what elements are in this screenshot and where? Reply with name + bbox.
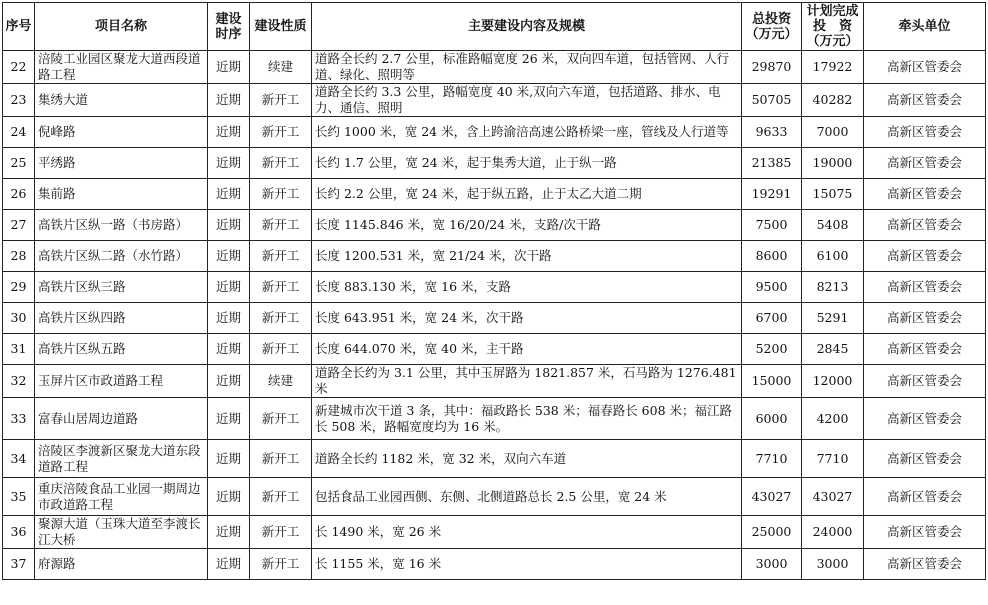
- table-row: [3, 148, 986, 179]
- header-total: [742, 3, 802, 51]
- cell-seq: 35: [3, 478, 35, 516]
- cell-unit: 高新区管委会: [864, 516, 986, 549]
- cell-total: 25000: [742, 516, 802, 549]
- table-row: [3, 334, 986, 365]
- cell-period: 近期: [208, 365, 250, 398]
- cell-nature: 新开工: [250, 440, 312, 478]
- cell-total: 8600: [742, 241, 802, 272]
- header-seq: 序号: [3, 3, 35, 51]
- cell-period: 近期: [208, 516, 250, 549]
- cell-content: 新建城市次干道 3 条，其中：福政路长 538 米；福春路长 608 米；福江路长 508 米，路幅宽度均为 16 米。: [312, 398, 742, 440]
- cell-seq: 22: [3, 51, 35, 84]
- header-period-line1: 建设: [215, 11, 242, 27]
- table-row: [3, 179, 986, 210]
- cell-content: 长约 2.2 公里，宽 24 米，起于纵五路，止于太乙大道二期: [312, 179, 742, 210]
- cell-unit: 高新区管委会: [864, 334, 986, 365]
- cell-total: 5200: [742, 334, 802, 365]
- cell-content: 长 1155 米，宽 16 米: [312, 549, 742, 580]
- cell-total: 43027: [742, 478, 802, 516]
- cell-plan: 19000: [802, 148, 864, 179]
- cell-period: 近期: [208, 440, 250, 478]
- cell-name: 府源路: [35, 549, 208, 580]
- cell-total: 3000: [742, 549, 802, 580]
- cell-plan: 12000: [802, 365, 864, 398]
- cell-name: 高铁片区纵二路（水竹路）: [35, 241, 208, 272]
- cell-seq: 29: [3, 272, 35, 303]
- cell-seq: 36: [3, 516, 35, 549]
- table-row: [3, 117, 986, 148]
- header-nature: 建设性质: [250, 3, 312, 51]
- cell-name: 倪峰路: [35, 117, 208, 148]
- header-plan: [802, 3, 864, 51]
- cell-seq: 37: [3, 549, 35, 580]
- cell-name: 平绣路: [35, 148, 208, 179]
- cell-plan: 5408: [802, 210, 864, 241]
- header-unit: 牵头单位: [864, 3, 986, 51]
- cell-plan: 8213: [802, 272, 864, 303]
- cell-name: 聚源大道（玉珠大道至李渡长江大桥: [35, 516, 208, 549]
- cell-seq: 32: [3, 365, 35, 398]
- header-period-line2: 时序: [215, 26, 242, 42]
- header-content: 主要建设内容及规模: [312, 3, 742, 51]
- cell-content: 长度 644.070 米，宽 40 米，主干路: [312, 334, 742, 365]
- cell-content: 长度 643.951 米，宽 24 米，次干路: [312, 303, 742, 334]
- cell-period: 近期: [208, 272, 250, 303]
- cell-seq: 34: [3, 440, 35, 478]
- table-row: [3, 51, 986, 84]
- cell-nature: 续建: [250, 365, 312, 398]
- table-row: [3, 272, 986, 303]
- cell-unit: 高新区管委会: [864, 365, 986, 398]
- cell-total: 29870: [742, 51, 802, 84]
- cell-seq: 30: [3, 303, 35, 334]
- cell-period: 近期: [208, 117, 250, 148]
- cell-period: 近期: [208, 398, 250, 440]
- cell-content: 道路全长约 1182 米，宽 32 米，双向六车道: [312, 440, 742, 478]
- cell-name: 富春山居周边道路: [35, 398, 208, 440]
- cell-unit: 高新区管委会: [864, 303, 986, 334]
- cell-content: 长度 1200.531 米，宽 21/24 米，次干路: [312, 241, 742, 272]
- cell-total: 19291: [742, 179, 802, 210]
- cell-content: 长约 1.7 公里，宽 24 米，起于集秀大道，止于纵一路: [312, 148, 742, 179]
- cell-name: 玉屏片区市政道路工程: [35, 365, 208, 398]
- cell-period: 近期: [208, 478, 250, 516]
- cell-plan: 3000: [802, 549, 864, 580]
- cell-total: 15000: [742, 365, 802, 398]
- cell-nature: 新开工: [250, 210, 312, 241]
- cell-content: 长度 1145.846 米，宽 16/20/24 米，支路/次干路: [312, 210, 742, 241]
- cell-name: 集前路: [35, 179, 208, 210]
- header-plan-line2: 投 资: [812, 19, 852, 34]
- cell-name: 高铁片区纵五路: [35, 334, 208, 365]
- cell-unit: 高新区管委会: [864, 179, 986, 210]
- cell-name: 涪陵工业园区聚龙大道西段道路工程: [35, 51, 208, 84]
- cell-plan: 2845: [802, 334, 864, 365]
- cell-name: 涪陵区李渡新区聚龙大道东段道路工程: [35, 440, 208, 478]
- cell-plan: 40282: [802, 84, 864, 117]
- table-row: [3, 549, 986, 580]
- cell-nature: 新开工: [250, 241, 312, 272]
- cell-period: 近期: [208, 210, 250, 241]
- cell-content: 长约 1000 米，宽 24 米，含上跨渝涪高速公路桥梁一座，管线及人行道等: [312, 117, 742, 148]
- cell-unit: 高新区管委会: [864, 210, 986, 241]
- cell-total: 9500: [742, 272, 802, 303]
- table-row: [3, 84, 986, 117]
- cell-seq: 28: [3, 241, 35, 272]
- cell-name: 高铁片区纵一路（书房路）: [35, 210, 208, 241]
- cell-nature: 新开工: [250, 179, 312, 210]
- cell-seq: 33: [3, 398, 35, 440]
- table-row: [3, 516, 986, 549]
- cell-plan: 17922: [802, 51, 864, 84]
- cell-nature: 新开工: [250, 334, 312, 365]
- table-row: [3, 210, 986, 241]
- cell-nature: 新开工: [250, 303, 312, 334]
- cell-seq: 25: [3, 148, 35, 179]
- table-row: [3, 398, 986, 440]
- table-row: [3, 241, 986, 272]
- cell-period: 近期: [208, 334, 250, 365]
- cell-unit: 高新区管委会: [864, 84, 986, 117]
- cell-period: 近期: [208, 179, 250, 210]
- cell-nature: 新开工: [250, 117, 312, 148]
- cell-unit: 高新区管委会: [864, 440, 986, 478]
- cell-seq: 24: [3, 117, 35, 148]
- cell-period: 近期: [208, 148, 250, 179]
- cell-content: 道路全长约为 3.1 公里，其中玉屏路为 1821.857 米，石马路为 1276.481 米: [312, 365, 742, 398]
- table-header-row: [3, 3, 986, 51]
- cell-total: 7500: [742, 210, 802, 241]
- cell-unit: 高新区管委会: [864, 241, 986, 272]
- cell-period: 近期: [208, 84, 250, 117]
- table-body: [3, 51, 986, 580]
- cell-total: 50705: [742, 84, 802, 117]
- table-row: [3, 440, 986, 478]
- table-row: [3, 478, 986, 516]
- cell-unit: 高新区管委会: [864, 272, 986, 303]
- cell-content: 包括食品工业园西侧、东侧、北侧道路总长 2.5 公里，宽 24 米: [312, 478, 742, 516]
- cell-plan: 6100: [802, 241, 864, 272]
- cell-content: 道路全长约 2.7 公里，标准路幅宽度 26 米，双向四车道，包括管网、人行道、绿化、照明等: [312, 51, 742, 84]
- cell-period: 近期: [208, 549, 250, 580]
- header-plan-line3: （万元）: [806, 34, 859, 49]
- cell-unit: 高新区管委会: [864, 117, 986, 148]
- cell-unit: 高新区管委会: [864, 549, 986, 580]
- cell-nature: 新开工: [250, 478, 312, 516]
- header-period: [208, 3, 250, 51]
- cell-nature: 新开工: [250, 516, 312, 549]
- cell-seq: 31: [3, 334, 35, 365]
- cell-name: 高铁片区纵四路: [35, 303, 208, 334]
- cell-period: 近期: [208, 303, 250, 334]
- cell-nature: 续建: [250, 51, 312, 84]
- table-row: [3, 303, 986, 334]
- cell-plan: 4200: [802, 398, 864, 440]
- cell-unit: 高新区管委会: [864, 478, 986, 516]
- cell-seq: 23: [3, 84, 35, 117]
- cell-nature: 新开工: [250, 148, 312, 179]
- header-total-line1: 总投资: [751, 11, 791, 27]
- cell-total: 6000: [742, 398, 802, 440]
- cell-name: 重庆涪陵食品工业园一期周边市政道路工程: [35, 478, 208, 516]
- cell-content: 道路全长约 3.3 公里，路幅宽度 40 米,双向六车道，包括道路、排水、电力、通信、照明: [312, 84, 742, 117]
- cell-unit: 高新区管委会: [864, 51, 986, 84]
- cell-content: 长度 883.130 米，宽 16 米，支路: [312, 272, 742, 303]
- cell-content: 长 1490 米，宽 26 米: [312, 516, 742, 549]
- cell-seq: 27: [3, 210, 35, 241]
- cell-nature: 新开工: [250, 549, 312, 580]
- cell-total: 6700: [742, 303, 802, 334]
- cell-nature: 新开工: [250, 84, 312, 117]
- cell-period: 近期: [208, 51, 250, 84]
- header-plan-line1: 计划完成: [806, 4, 859, 19]
- cell-name: 高铁片区纵三路: [35, 272, 208, 303]
- cell-total: 7710: [742, 440, 802, 478]
- header-total-line2: （万元）: [745, 26, 798, 42]
- table-row: [3, 365, 986, 398]
- cell-unit: 高新区管委会: [864, 398, 986, 440]
- cell-period: 近期: [208, 241, 250, 272]
- cell-nature: 新开工: [250, 398, 312, 440]
- cell-nature: 新开工: [250, 272, 312, 303]
- cell-total: 21385: [742, 148, 802, 179]
- project-table: [2, 2, 986, 580]
- header-name: 项目名称: [35, 3, 208, 51]
- cell-plan: 24000: [802, 516, 864, 549]
- cell-seq: 26: [3, 179, 35, 210]
- cell-name: 集绣大道: [35, 84, 208, 117]
- cell-plan: 5291: [802, 303, 864, 334]
- cell-plan: 15075: [802, 179, 864, 210]
- cell-plan: 7000: [802, 117, 864, 148]
- cell-plan: 7710: [802, 440, 864, 478]
- cell-plan: 43027: [802, 478, 864, 516]
- cell-total: 9633: [742, 117, 802, 148]
- cell-unit: 高新区管委会: [864, 148, 986, 179]
